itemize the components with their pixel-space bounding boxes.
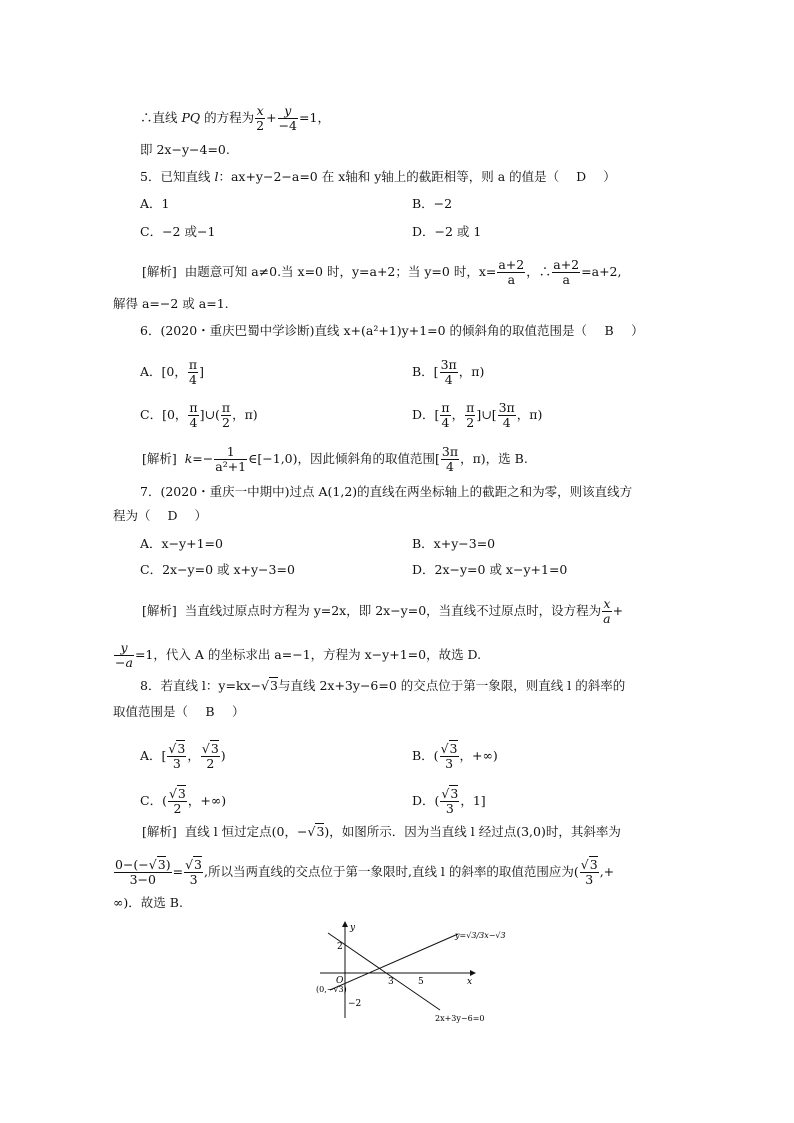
q8-option-a: A．[ $\frac{√3}{3}$ ， $\frac{√3}{2}$ ) xyxy=(140,741,226,771)
q7-option-b: B．x+y−3=0 xyxy=(412,536,496,551)
question-6-stem: 6．(2020・重庆巴蜀中学诊断)直线 x+(a²+1)y+1=0 的倾斜角的取值范围是（ B ） xyxy=(140,323,644,338)
y-axis-arrow xyxy=(342,921,348,927)
question-7-stem: 7．(2020・重庆一中期中)过点 A(1,2)的直线在两坐标轴上的截距之和为零，则该直线方 xyxy=(140,484,633,499)
q5-option-c: C．−2 或−1 xyxy=(140,224,216,239)
question-8-stem-cont: 取值范围是（ B ） xyxy=(113,704,245,719)
q8-option-d: D．( $\frac{√3}{3}$ ，1] xyxy=(412,786,486,816)
question-7-stem-cont: 程为（ D ） xyxy=(113,508,208,523)
q7-solution: [解析] 当直线过原点时方程为 y=2x，即 2x−y=0，当直线不过原点时，设方程为 $\frac{x}{a}$ + xyxy=(142,596,624,626)
q8-solution-end: ∞)．故选 B. xyxy=(113,895,183,910)
fraction: $\frac{y}{-4}$ xyxy=(278,103,298,133)
q5-solution: [解析] 由题意可知 a≠0.当 x=0 时，y=a+2；当 y=0 时，x= $\frac{a+2}{a}$ ，∴ $\frac{a+2}{a}$ =a+2, xyxy=(142,257,622,287)
answer-5: D xyxy=(576,169,587,184)
q5-option-a: A．1 xyxy=(140,196,170,211)
q5-solution-end: 解得 a=−2 或 a=1. xyxy=(113,296,229,311)
tick-2: 2 xyxy=(337,942,343,952)
q8-option-c: C．( $\frac{√3}{2}$ ，+∞) xyxy=(140,786,227,816)
question-8-stem: 8．若直线 l：y=kx−√3与直线 2x+3y−6=0 的交点位于第一象限，则直线 l 的斜率的 xyxy=(140,678,626,693)
x-axis-label: x xyxy=(467,977,473,987)
point-label: (0,−√3) xyxy=(316,985,347,994)
line-l-label: y=√3/3x−√3 xyxy=(455,931,506,940)
question-5-stem: 5．已知直线 l：ax+y−2−a=0 在 x轴和 y轴上的截距相等，则 a 的值是（ D ） xyxy=(140,169,616,184)
answer-8: B xyxy=(205,704,215,719)
x-axis-arrow xyxy=(470,970,476,976)
q6-option-d: D．[ $\frac{\pi}{4}$ ， $\frac{\pi}{2}$ ]∪[ $\frac{3\pi}{4}$ ，π) xyxy=(412,400,543,430)
equation-result: 即 2x−y−4=0. xyxy=(140,142,230,157)
q7-solution-cont: $\frac{y}{-a}$ =1，代入 A 的坐标求出 a=−1，方程为 x−y+1=0，故选 D. xyxy=(115,640,482,670)
q8-solution-cont: $\frac{0-(-√3)}{3-0}$ = $\frac{√3}{3}$ ,所以当两直线的交点位于第一象限时,直线 l 的斜率的取值范围应为( $\frac{√3}{3}$ ,+ xyxy=(115,857,615,887)
q8-figure xyxy=(300,918,520,1028)
q7-option-d: D．2x−y=0 或 x−y+1=0 xyxy=(412,562,568,577)
q7-option-a: A．x−y+1=0 xyxy=(140,536,223,551)
q6-option-b: B．[ $\frac{3\pi}{4}$ ，π) xyxy=(412,357,485,387)
q6-option-c: C．[0， $\frac{\pi}{4}$ ]∪( $\frac{\pi}{2}$ ，π) xyxy=(140,400,258,430)
q5-option-b: B．−2 xyxy=(412,196,453,211)
q7-option-c: C．2x−y=0 或 x+y−3=0 xyxy=(140,562,295,577)
tick-neg2: −2 xyxy=(348,999,362,1009)
line-l xyxy=(330,934,458,990)
q5-option-d: D．−2 或 1 xyxy=(412,224,482,239)
answer-6: B xyxy=(604,323,614,338)
q8-option-b: B．( $\frac{√3}{3}$ ，+∞) xyxy=(412,741,498,771)
line-2x-label: 2x+3y−6=0 xyxy=(435,1014,485,1023)
tick-5: 5 xyxy=(418,977,424,987)
tick-3: 3 xyxy=(388,977,394,987)
origin-label: O xyxy=(336,976,344,986)
q8-solution: [解析] 直线 l 恒过定点(0，−√3)，如图所示．因为当直线 l 经过点(3,0)时，其斜率为 xyxy=(142,824,621,839)
q6-solution: [解析] k=− $\frac{1}{\text{a²+1}}$ ∈[−1,0)，因此倾斜角的取值范围[ $\frac{3\pi}{4}$ ，π)，选 B. xyxy=(142,444,528,474)
solution-continuation-line: ∴直线 PQ 的方程为 $\frac{x}{2}$ + $\frac{y}{-4}$ =1， xyxy=(140,103,330,133)
q6-option-a: A．[0， $\frac{\pi}{4}$ ] xyxy=(140,357,204,387)
fraction: $\frac{x}{2}$ xyxy=(256,103,265,133)
answer-7: D xyxy=(167,508,178,523)
y-axis-label: y xyxy=(350,923,356,933)
